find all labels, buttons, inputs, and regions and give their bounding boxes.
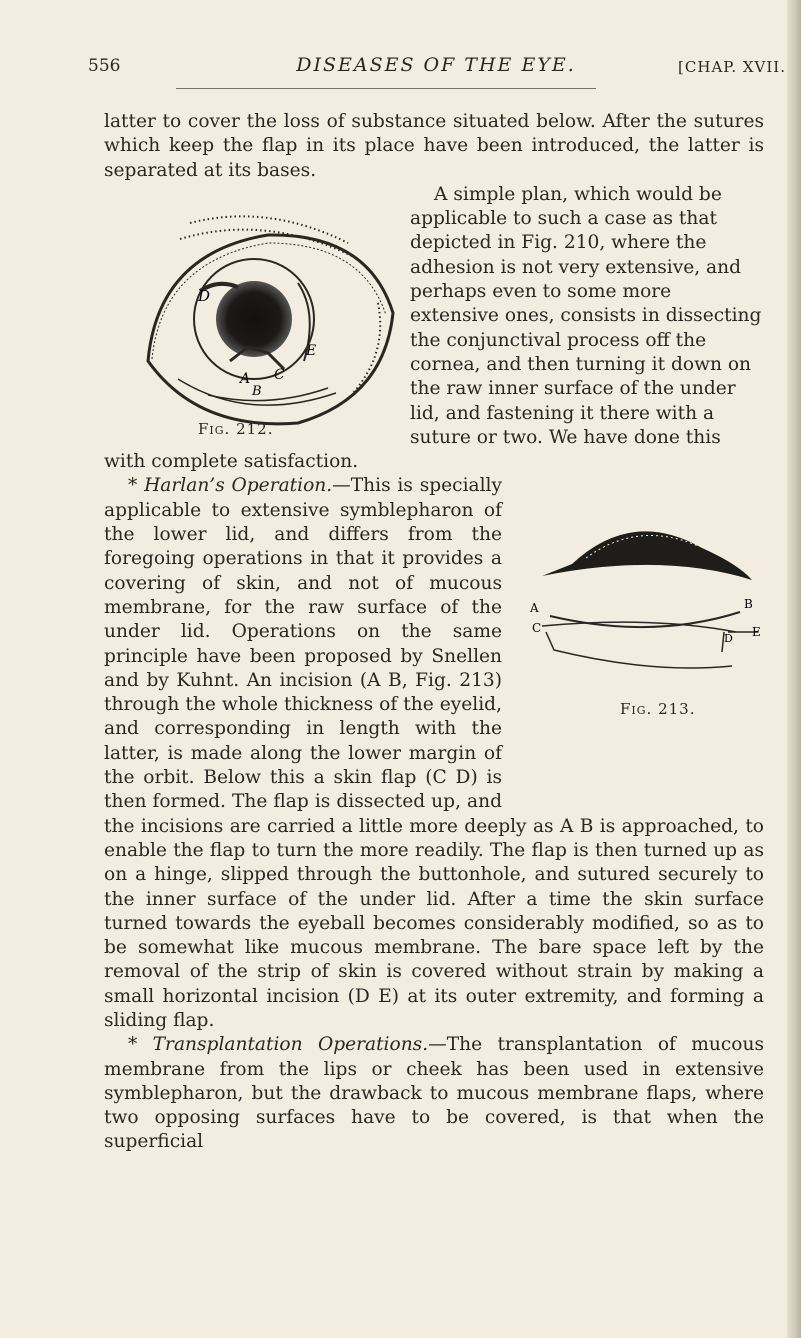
harlan-operation-heading: * Harlan’s Operation. — [128, 475, 333, 497]
figure-212 — [118, 183, 410, 450]
paragraph-2: A simple plan, which would be applicable to such a case as that depicted in Fig. 210, where the adhesion is not very extensive, and perhaps even to some more extensive ones, consists in dissecting the conjunctival process off the cornea, and then turning it down on the raw inner surface of the under lid, and fastening it there with a suture or two. We have done this with complete satisfaction. — [104, 183, 762, 473]
figure-213-incision-drawing — [502, 500, 764, 700]
fig212-label-b: B — [252, 383, 262, 399]
fig213-label-d: D — [724, 632, 733, 646]
transplantation-text: —The transplantation of mucous membrane from the lips or cheek has been used in extensive symblepharon, but the drawback to mucous membrane flaps, where two opposing surfaces have to be covered, is that when the superficial — [104, 1034, 764, 1153]
figure-213-caption: Fig. 213. — [620, 700, 696, 719]
running-header — [88, 52, 786, 82]
fig212-label-c: C — [274, 366, 285, 383]
fig213-label-e: E — [752, 625, 761, 640]
fig212-label-a: A — [240, 370, 251, 387]
header-rule — [176, 88, 596, 89]
transplantation-heading: * Transplantation Operations. — [128, 1034, 429, 1056]
page-number: 556 — [88, 56, 121, 76]
text-body — [104, 110, 764, 1155]
harlan-operation-text: —This is specially applicable to extensive symblepharon of the lower lid, and differs from the foregoing operations in that it provides a covering of skin, and not of mucous membrane, for the raw surface of the under lid. Operations on the same principle have been proposed by Snellen and by Kuhnt. An incision (A B, Fig. 213) through the whole thickness of the eyelid, and corresponding in length with the latter, is made along the lower margin of the orbit. Below this a skin flap (C D) is then formed. The flap is dissected up, and the incisions are carried a little more deeply as A B is approached, to enable the flap to turn the more readily. The flap is then turned up as on a hinge, slipped through the buttonhole, and sutured securely to the inner surface of the under lid. After a time the skin surface turned towards the eyeball becomes considerably modified, so as to be somewhat like mucous membrane. The bare space left by the removal of the strip of skin is covered without strain by making a small horizontal incision (D E) at its outer extremity, and forming a sliding flap. — [104, 475, 764, 1031]
fig213-label-c: C — [532, 621, 542, 636]
paragraph-1: latter to cover the loss of substance situated below. After the sutures which keep the flap in its place have been introduced, the latter is separated at its bases. — [104, 111, 764, 181]
page-edge — [787, 0, 801, 1338]
paragraph-4 — [104, 1033, 764, 1154]
fig213-label-a: A — [530, 601, 539, 616]
fig212-label-e: E — [306, 342, 317, 359]
figure-212-eye-drawing — [118, 183, 410, 450]
figure-212-caption: Fig. 212. — [198, 419, 274, 438]
fig213-label-b: B — [744, 597, 753, 612]
figure-213 — [502, 500, 764, 790]
chapter-label: [CHAP. XVII. — [678, 58, 786, 76]
running-title: DISEASES OF THE EYE. — [296, 54, 576, 76]
fig212-label-d: D — [198, 286, 211, 305]
